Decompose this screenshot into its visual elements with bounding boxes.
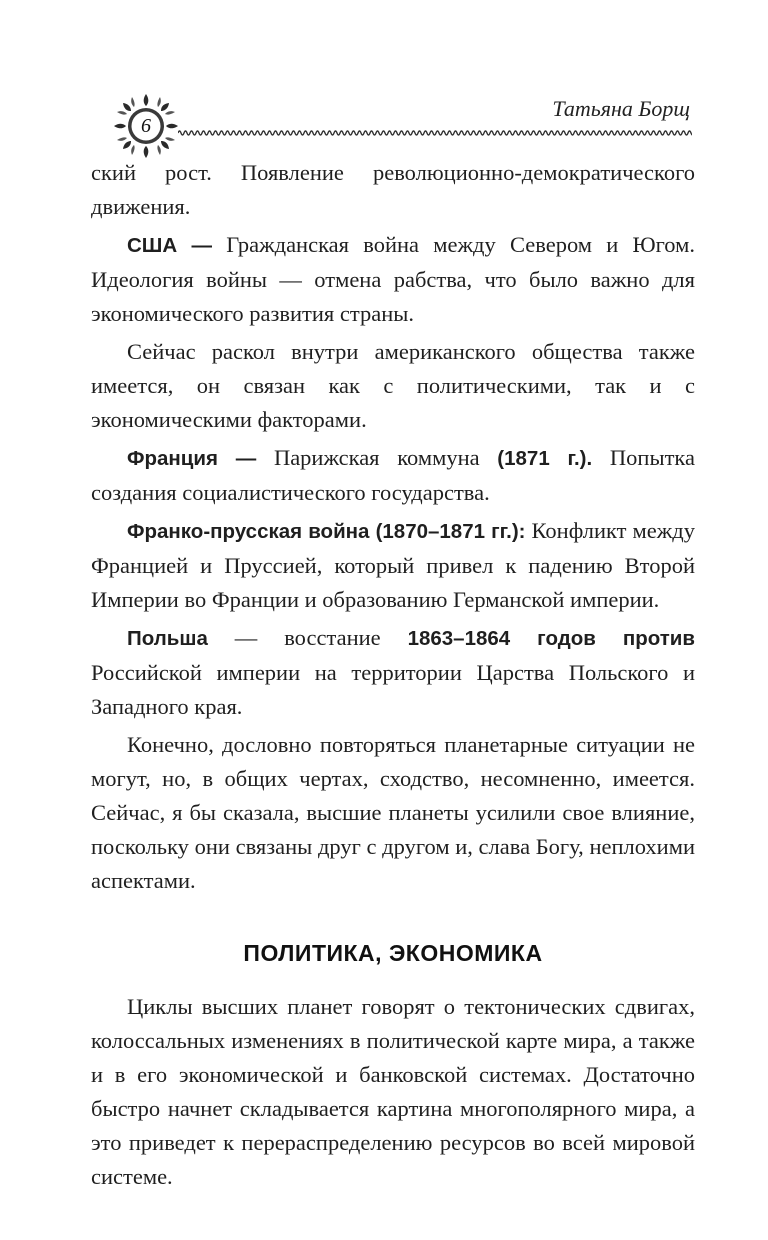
bold-term: Франция —: [127, 447, 257, 470]
section-heading: ПОЛИТИКА, ЭКОНОМИКА: [243, 940, 543, 966]
paragraph-text: Парижская коммуна: [256, 445, 498, 470]
paragraph-text: — восстание: [207, 625, 408, 650]
text-body: [91, 156, 695, 1198]
paragraph-poland: [91, 621, 695, 724]
paragraph: Сейчас раскол внутри американского общества также имеется, он связан как с политическими, так и с экономическими факторами.: [91, 339, 695, 432]
paragraph-text: Гражданская война между Севером и Югом. Идеология войны — отмена рабства, что было важно для экономического развития страны.: [91, 232, 695, 326]
bold-term: Польша: [127, 627, 208, 650]
bold-term: Франко-прусская война (1870–1871 гг.):: [127, 520, 526, 543]
author-name: Татьяна Борщ: [552, 96, 690, 121]
page-number: 6: [141, 115, 151, 137]
paragraph-text: Российской империи на территории Царства Польского и Западного края.: [91, 660, 695, 719]
bold-date: (1871 г.).: [497, 447, 593, 470]
paragraph: ский рост. Появление революционно-демократического движения.: [91, 160, 695, 219]
paragraph-usa: [91, 228, 695, 331]
paragraph: Циклы высших планет говорят о тектонических сдвигах, колоссальных изменениях в политической карте мира, а также и в его экономической и банковской системах. Достаточно быстро начнет складывается картина многополярного мира, а это приведет к перераспределению ресурсов во всей мировой системе.: [91, 994, 695, 1189]
paragraph-france: [91, 441, 695, 510]
paragraph-franco-prussian: [91, 514, 695, 617]
paragraph-text: Конфликт между Францией и Пруссией, который привел к падению Второй Империи во Франции и образованию Германской империи.: [91, 518, 695, 612]
bold-term: США —: [127, 234, 213, 257]
wave-rule: [178, 126, 692, 140]
paragraph: Конечно, дословно повторяться планетарные ситуации не могут, но, в общих чертах, сходство, несомненно, имеется. Сейчас, я бы сказала, высшие планеты усилили свое влияние, поскольку они связаны друг с другом и, слава Богу, неплохими аспектами.: [91, 732, 695, 893]
paragraph-text: Попытка создания социалистического государства.: [91, 445, 695, 505]
page-header: [0, 0, 768, 150]
bold-date: 1863–1864 годов против: [407, 627, 695, 650]
